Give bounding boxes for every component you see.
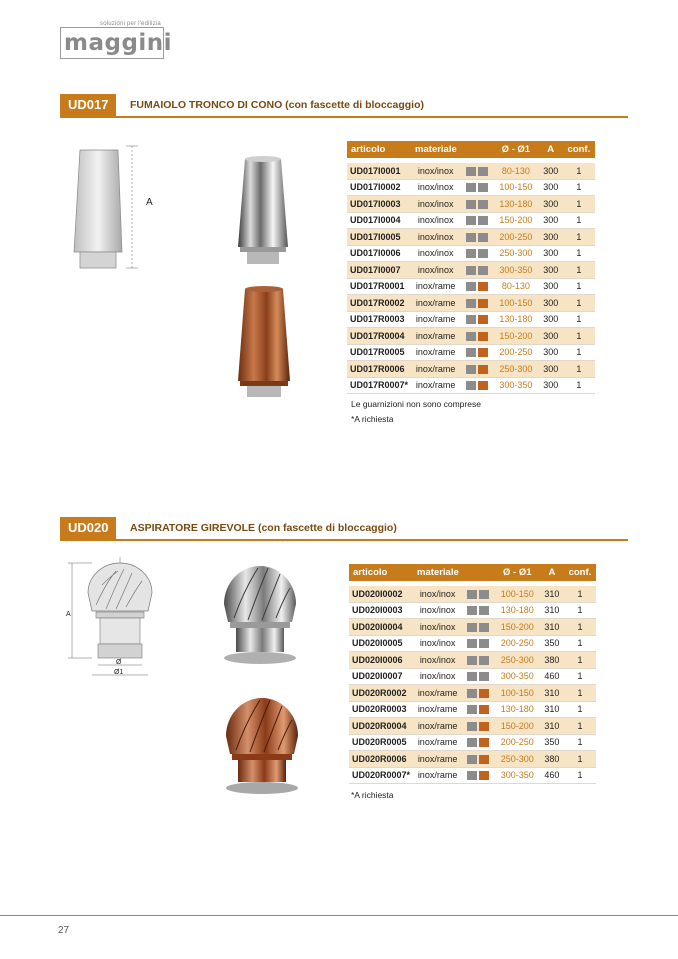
material-swatch-inox [466,183,476,192]
section-title-ud020: ASPIRATORE GIREVOLE (con fascette di bloccaggio) [130,522,397,534]
cell-material-swatches [460,229,493,246]
table-row [349,751,596,768]
cell-conf: 1 [564,619,596,636]
material-swatch-inox [467,672,477,681]
col-header-articolo: articolo [349,564,413,581]
cell-articolo: UD017I0001 [347,163,411,179]
cell-materiale: inox/inox [411,262,460,279]
cell-material-swatches [462,586,495,602]
cone-inox-image [228,155,298,267]
cell-material-swatches [462,767,495,784]
cell-articolo: UD017R0004 [347,328,411,345]
material-swatch-second [478,216,488,225]
material-swatch-inox [467,606,477,615]
material-swatch-second [478,233,488,242]
cell-conf: 1 [564,751,596,768]
material-swatch-second [478,332,488,341]
cell-articolo: UD020R0003 [349,701,413,718]
material-swatch-second [479,590,489,599]
cell-articolo: UD020R0002 [349,685,413,702]
material-swatch-inox [467,738,477,747]
cell-material-swatches [462,635,495,652]
material-swatch-inox [466,381,476,390]
cell-a: 300 [539,295,563,312]
cell-materiale: inox/rame [411,278,460,295]
table-row [347,295,595,312]
cell-a: 300 [539,163,563,179]
logo-tagline: soluzioni per l'edilizia [100,21,161,27]
material-swatch-inox [467,755,477,764]
table-row [349,619,596,636]
cell-diameter: 200-250 [495,734,540,751]
material-swatch-second [479,705,489,714]
table-row [349,602,596,619]
cell-conf: 1 [563,344,595,361]
table-row [347,163,595,179]
material-swatch-inox [467,656,477,665]
dimension-label-diameter1: Ø1 [114,669,124,676]
dimension-label-diameter: Ø [116,659,122,666]
cell-articolo: UD020R0006 [349,751,413,768]
material-swatch-inox [466,282,476,291]
table-row [347,229,595,246]
material-swatch-second [478,183,488,192]
cell-materiale: inox/rame [413,751,462,768]
material-swatch-inox [467,689,477,698]
cell-conf: 1 [563,262,595,279]
cell-a: 300 [539,311,563,328]
cell-materiale: inox/inox [413,668,462,685]
cell-a: 300 [539,328,563,345]
cell-materiale: inox/inox [411,163,460,179]
cell-conf: 1 [564,718,596,735]
cell-a: 350 [540,734,564,751]
cell-material-swatches [462,602,495,619]
cell-a: 350 [540,635,564,652]
material-swatch-second [479,672,489,681]
note-guarnizioni: Le guarnizioni non sono comprese [351,399,481,409]
table-row [349,586,596,602]
material-swatch-inox [466,216,476,225]
cell-conf: 1 [563,278,595,295]
cell-a: 310 [540,685,564,702]
cell-conf: 1 [564,602,596,619]
cell-articolo: UD020I0003 [349,602,413,619]
cell-a: 300 [539,262,563,279]
cell-material-swatches [460,328,493,345]
cell-materiale: inox/rame [413,767,462,784]
cell-conf: 1 [563,196,595,213]
cell-material-swatches [462,652,495,669]
cell-material-swatches [460,179,493,196]
cell-a: 380 [540,751,564,768]
table-row [349,718,596,735]
cell-diameter: 150-200 [493,212,539,229]
cell-conf: 1 [564,652,596,669]
cell-materiale: inox/inox [411,229,460,246]
note-a-richiesta-ud017: *A richiesta [351,414,394,424]
cell-diameter: 300-350 [495,668,540,685]
cell-diameter: 250-300 [495,652,540,669]
table-row [349,701,596,718]
material-swatch-inox [466,200,476,209]
cell-material-swatches [462,751,495,768]
cell-material-swatches [460,245,493,262]
table-row [349,668,596,685]
cell-diameter: 80-130 [493,278,539,295]
section-rule-ud020 [60,539,628,541]
cone-copper-image [228,285,300,400]
material-swatch-second [478,200,488,209]
material-swatch-second [478,315,488,324]
cell-conf: 1 [563,295,595,312]
cell-a: 310 [540,586,564,602]
material-swatch-second [479,722,489,731]
col-header-diameter: Ø - Ø1 [495,564,540,581]
cell-material-swatches [460,262,493,279]
product-table-ud017 [347,141,595,394]
material-swatch-second [479,606,489,615]
cell-materiale: inox/inox [413,652,462,669]
material-swatch-second [479,771,489,780]
table-row [347,196,595,213]
cell-material-swatches [460,361,493,378]
cell-a: 300 [539,196,563,213]
cell-conf: 1 [563,229,595,246]
cell-articolo: UD017I0005 [347,229,411,246]
cell-conf: 1 [563,311,595,328]
col-header-materiale: materiale [413,564,495,581]
ventilator-technical-drawing [62,555,162,683]
cell-diameter: 200-250 [493,229,539,246]
table-row [349,685,596,702]
cell-diameter: 200-250 [493,344,539,361]
cell-materiale: inox/inox [413,619,462,636]
table-header-row [347,141,595,158]
cell-a: 460 [540,767,564,784]
material-swatch-inox [467,623,477,632]
material-swatch-second [479,689,489,698]
cell-materiale: inox/inox [411,245,460,262]
table-row [347,179,595,196]
cell-articolo: UD017I0004 [347,212,411,229]
cell-material-swatches [460,196,493,213]
cell-conf: 1 [563,212,595,229]
material-swatch-second [478,249,488,258]
cell-diameter: 300-350 [493,377,539,394]
cell-material-swatches [460,311,493,328]
material-swatch-second [478,266,488,275]
material-swatch-inox [466,233,476,242]
cell-diameter: 100-150 [495,586,540,602]
material-swatch-inox [466,332,476,341]
cell-conf: 1 [564,668,596,685]
cone-technical-drawing [60,140,160,275]
table-body-ud017 [347,158,595,394]
cell-a: 310 [540,701,564,718]
cell-a: 380 [540,652,564,669]
cell-material-swatches [460,295,493,312]
cell-materiale: inox/inox [413,635,462,652]
cell-materiale: inox/inox [411,179,460,196]
cell-conf: 1 [563,163,595,179]
cell-articolo: UD020I0004 [349,619,413,636]
section-rule-ud017 [60,116,628,118]
table-row [349,635,596,652]
material-swatch-second [478,348,488,357]
cell-material-swatches [460,212,493,229]
cell-material-swatches [460,344,493,361]
cell-material-swatches [462,668,495,685]
table-body-ud020 [349,581,596,784]
cell-diameter: 150-200 [495,718,540,735]
material-swatch-inox [467,722,477,731]
cell-conf: 1 [563,377,595,394]
cell-a: 300 [539,212,563,229]
page-number: 27 [58,925,70,936]
cell-diameter: 130-180 [493,196,539,213]
table-row [347,245,595,262]
ventilator-copper-image [220,692,304,800]
cell-conf: 1 [564,767,596,784]
cell-a: 300 [539,179,563,196]
cell-articolo: UD017I0007 [347,262,411,279]
cell-conf: 1 [564,734,596,751]
material-swatch-second [479,656,489,665]
cell-articolo: UD020I0002 [349,586,413,602]
cell-diameter: 250-300 [495,751,540,768]
material-swatch-inox [467,705,477,714]
cell-articolo: UD020R0007* [349,767,413,784]
dimension-label-a: A [146,197,153,208]
cell-a: 300 [539,229,563,246]
cell-materiale: inox/inox [411,196,460,213]
cell-diameter: 250-300 [493,361,539,378]
dimension-label-a-ud020: A [66,611,71,618]
cell-a: 300 [539,278,563,295]
cell-diameter: 100-150 [495,685,540,702]
cell-material-swatches [462,619,495,636]
table-row [349,652,596,669]
cell-articolo: UD017R0005 [347,344,411,361]
cell-material-swatches [462,734,495,751]
cell-conf: 1 [564,586,596,602]
ventilator-inox-image [218,560,302,668]
product-table-ud020 [349,564,596,784]
material-swatch-inox [466,266,476,275]
cell-a: 300 [539,377,563,394]
col-header-a: A [539,141,563,158]
section-code-ud020: UD020 [60,517,116,539]
table-row [347,344,595,361]
cell-conf: 1 [563,179,595,196]
material-swatch-inox [466,299,476,308]
material-swatch-inox [466,365,476,374]
cell-articolo: UD020I0005 [349,635,413,652]
cell-materiale: inox/rame [413,718,462,735]
cell-articolo: UD017I0006 [347,245,411,262]
cell-diameter: 100-150 [493,295,539,312]
cell-diameter: 150-200 [493,328,539,345]
cell-materiale: inox/inox [413,602,462,619]
cell-conf: 1 [563,328,595,345]
material-swatch-second [478,167,488,176]
table-row [347,328,595,345]
cell-material-swatches [460,377,493,394]
note-a-richiesta-ud020: *A richiesta [351,790,394,800]
cell-articolo: UD017R0006 [347,361,411,378]
table-header-row [349,564,596,581]
logo-brand: maggini [64,30,173,56]
cell-diameter: 130-180 [495,701,540,718]
table-row [347,262,595,279]
cell-articolo: UD017R0003 [347,311,411,328]
material-swatch-inox [467,639,477,648]
cell-materiale: inox/rame [411,361,460,378]
cell-material-swatches [460,163,493,179]
cell-conf: 1 [563,361,595,378]
cell-materiale: inox/rame [411,377,460,394]
section-code-ud017: UD017 [60,94,116,116]
cell-articolo: UD020I0007 [349,668,413,685]
cell-a: 300 [539,245,563,262]
cell-diameter: 250-300 [493,245,539,262]
cell-articolo: UD020R0004 [349,718,413,735]
cell-a: 310 [540,718,564,735]
cell-diameter: 80-130 [493,163,539,179]
cell-articolo: UD020I0006 [349,652,413,669]
cell-diameter: 300-350 [495,767,540,784]
cell-conf: 1 [563,245,595,262]
cell-material-swatches [460,278,493,295]
cell-materiale: inox/rame [413,734,462,751]
cell-materiale: inox/inox [413,586,462,602]
section-title-ud017: FUMAIOLO TRONCO DI CONO (con fascette di bloccaggio) [130,99,425,111]
cell-articolo: UD017I0002 [347,179,411,196]
cell-diameter: 150-200 [495,619,540,636]
cell-conf: 1 [564,701,596,718]
material-swatch-inox [466,315,476,324]
table-row [347,311,595,328]
col-header-a: A [540,564,564,581]
cell-articolo: UD017R0001 [347,278,411,295]
cell-materiale: inox/rame [411,295,460,312]
cell-articolo: UD017I0003 [347,196,411,213]
material-swatch-inox [467,771,477,780]
cell-materiale: inox/rame [413,685,462,702]
cell-a: 310 [540,602,564,619]
material-swatch-second [478,299,488,308]
cell-a: 300 [539,361,563,378]
table-row [347,212,595,229]
cell-materiale: inox/rame [411,328,460,345]
material-swatch-second [479,738,489,747]
table-row [349,734,596,751]
col-header-conf: conf. [563,141,595,158]
cell-material-swatches [462,718,495,735]
table-row [347,377,595,394]
material-swatch-inox [466,348,476,357]
material-swatch-inox [466,167,476,176]
cell-a: 460 [540,668,564,685]
material-swatch-second [478,365,488,374]
cell-materiale: inox/rame [413,701,462,718]
cell-materiale: inox/rame [411,311,460,328]
cell-conf: 1 [564,685,596,702]
table-row [347,278,595,295]
footer-rule [0,915,678,916]
material-swatch-second [479,755,489,764]
material-swatch-inox [467,590,477,599]
cell-materiale: inox/inox [411,212,460,229]
cell-articolo: UD020R0005 [349,734,413,751]
cell-diameter: 300-350 [493,262,539,279]
cell-a: 310 [540,619,564,636]
cell-diameter: 100-150 [493,179,539,196]
material-swatch-inox [466,249,476,258]
material-swatch-second [478,282,488,291]
cell-conf: 1 [564,635,596,652]
cell-a: 300 [539,344,563,361]
col-header-materiale: materiale [411,141,493,158]
table-row [347,361,595,378]
cell-diameter: 130-180 [495,602,540,619]
material-swatch-second [479,639,489,648]
cell-articolo: UD017R0007* [347,377,411,394]
col-header-articolo: articolo [347,141,411,158]
cell-articolo: UD017R0002 [347,295,411,312]
table-row [349,767,596,784]
material-swatch-second [479,623,489,632]
cell-materiale: inox/rame [411,344,460,361]
col-header-conf: conf. [564,564,596,581]
cell-diameter: 130-180 [493,311,539,328]
material-swatch-second [478,381,488,390]
cell-material-swatches [462,701,495,718]
cell-diameter: 200-250 [495,635,540,652]
col-header-diameter: Ø - Ø1 [493,141,539,158]
cell-material-swatches [462,685,495,702]
